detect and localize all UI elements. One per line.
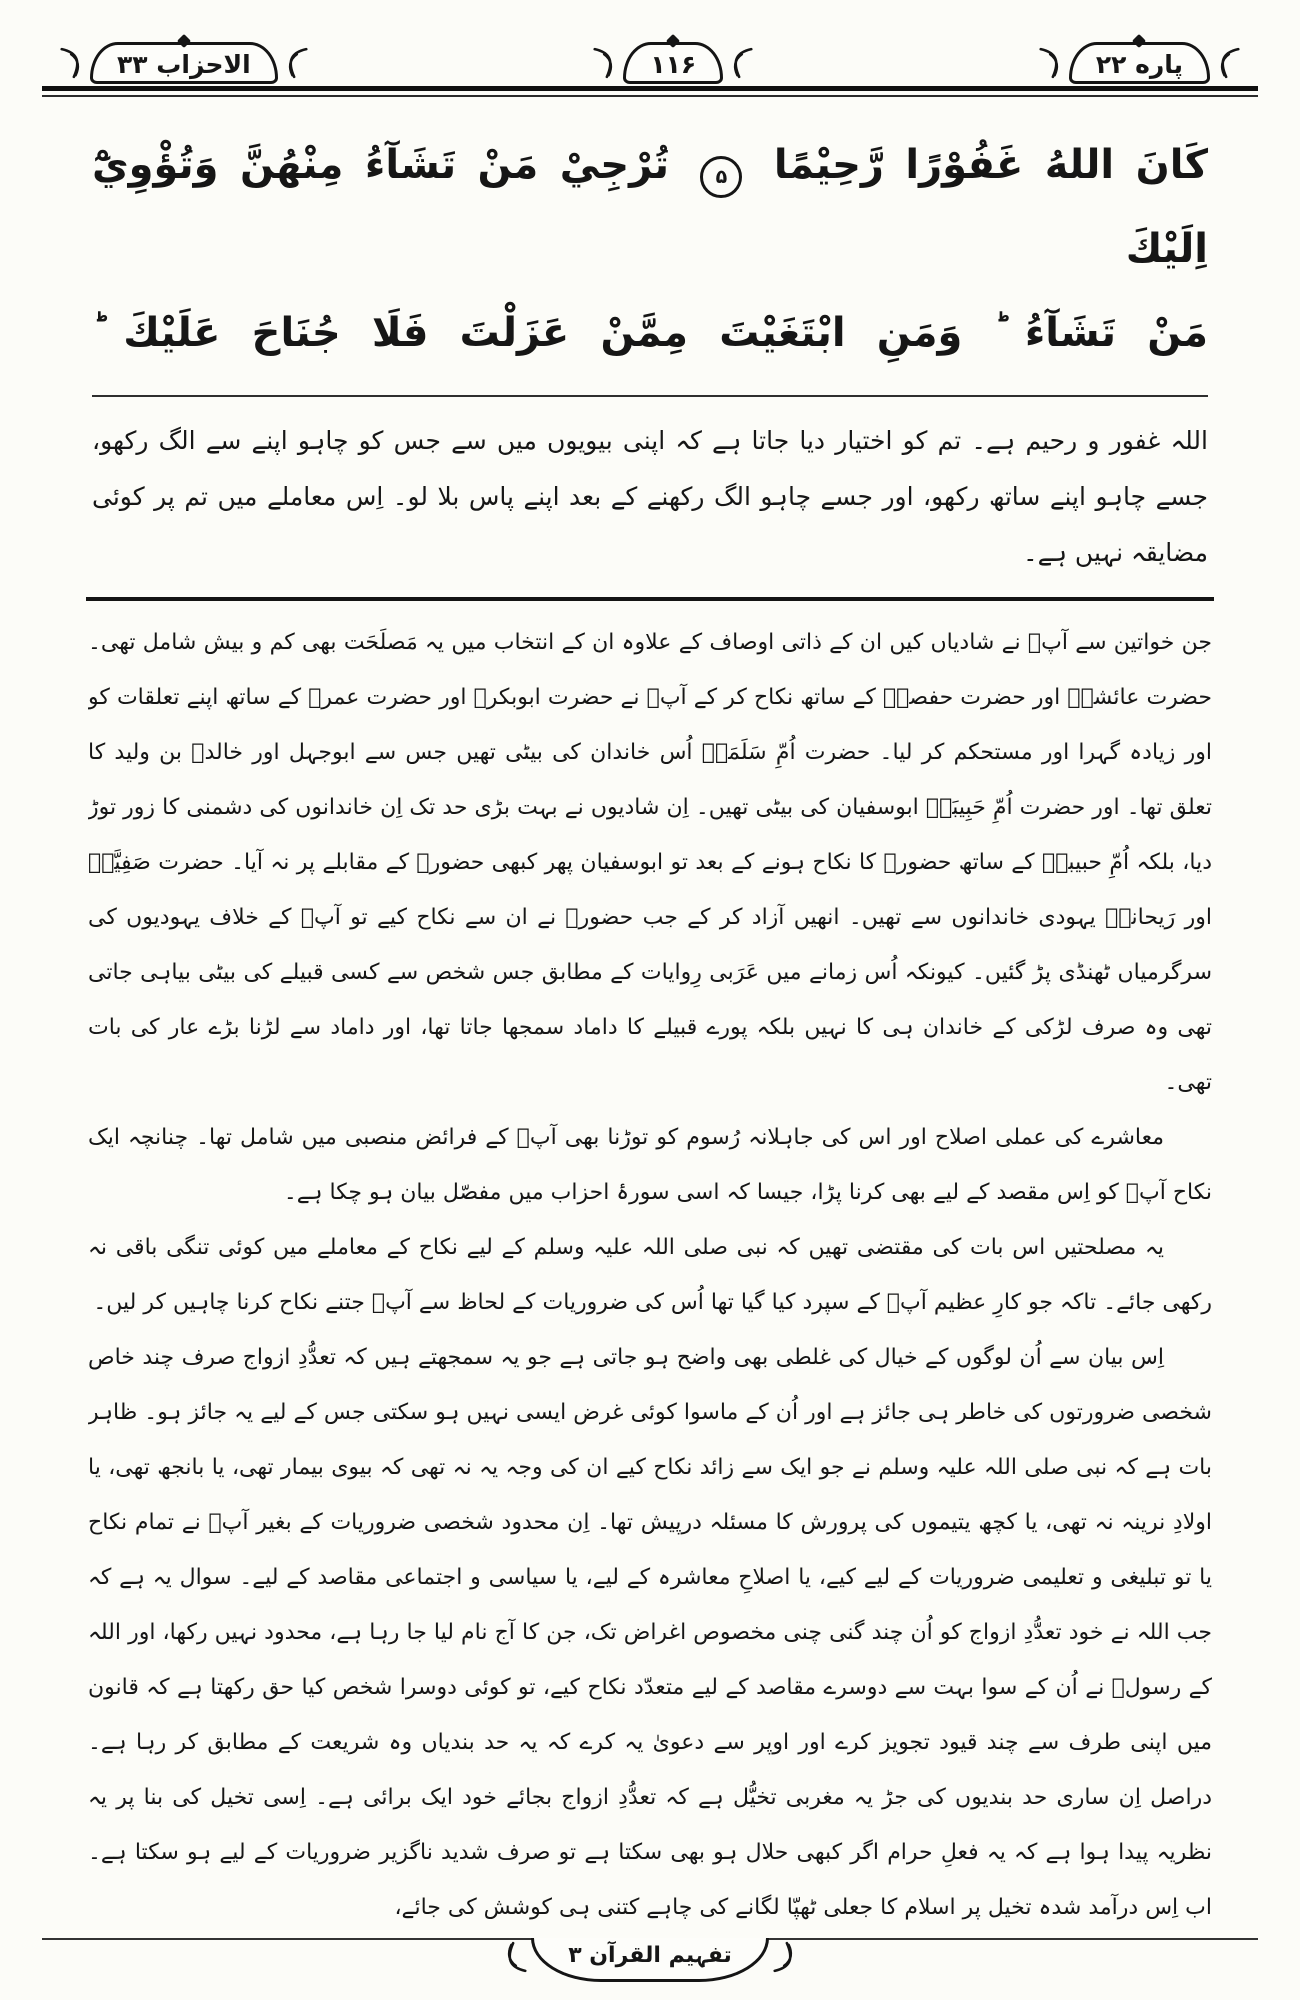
- header-rule: [42, 86, 1258, 97]
- para-number-cartouche: [1039, 42, 1240, 84]
- quran-text-segment: كَانَ اللهُ غَفُوْرًا رَّحِيْمًا: [773, 142, 1208, 189]
- commentary-block: [88, 615, 1212, 1933]
- commentary-paragraph: جن خواتین سے آپؐ نے شادیاں کیں ان کے ذاتی اوصاف کے علاوہ ان کے انتخاب میں یہ مَصلَحَت بھی کم و بیش شامل تھی۔ حضرت عائشہؓ اور حضرت حفصہؓ کے ساتھ نکاح کر کے آپؐ نے حضرت ابوبکرؓ اور حضرت عمرؓ کے ساتھ اپنے تعلقات کو اور زیادہ گہرا اور مستحکم کر لیا۔ حضرت اُمِّ سَلَمَہؓ اُس خاندان کی بیٹی تھیں جس سے ابوجہل اور خالدؓ بن ولید کا تعلق تھا۔ اور حضرت اُمِّ حَبِیبَہؓ ابوسفیان کی بیٹی تھیں۔ اِن شادیوں نے بہت بڑی حد تک اِن خاندانوں کی دشمنی کا زور توڑ دیا، بلکہ اُمِّ حبیبہؓ کے ساتھ حضورؐ کا نکاح ہونے کے بعد تو ابوسفیان پھر کبھی حضورؐ کے مقابلے پر نہ آیا۔ حضرت صَفِیَّہؓ اور رَیحانہؓ یہودی خاندانوں سے تھیں۔ انھیں آزاد کر کے جب حضورؐ نے ان سے نکاح کیے تو آپؐ کے خلاف یہودیوں کی سرگرمیاں ٹھنڈی پڑ گئیں۔ کیونکہ اُس زمانے میں عَرَبی رِوایات کے مطابق جس شخص سے کسی قبیلے کی بیٹی بیاہی جاتی تھی وہ صرف لڑکی کے خاندان ہی کا نہیں بلکہ پورے قبیلے کا داماد سمجھا جاتا تھا، اور داماد سے لڑنا بڑے عار کی بات تھی۔: [88, 630, 1212, 1096]
- page-header: [0, 0, 1300, 84]
- commentary-paragraph: اِس بیان سے اُن لوگوں کے خیال کی غلطی بھی واضح ہو جاتی ہے جو یہ سمجھتے ہیں کہ تعدُّدِ ازواج صرف چند خاص شخصی ضرورتوں کی خاطر ہی جائز ہے اور اُن کے ماسوا کوئی غرض ایسی نہیں ہو سکتی جس کے لیے یہ جائز ہو۔ ظاہر بات ہے کہ نبی صلی اللہ علیہ وسلم نے جو ایک سے زائد نکاح کیے ان کی وجہ یہ نہ تھی کہ بیوی بیمار تھی، یا بانجھ تھی، یا اولادِ نرینہ نہ تھی، یا کچھ یتیموں کی پرورش کا مسئلہ درپیش تھا۔ اِن محدود شخصی ضروریات کے بغیر آپؐ نے تمام نکاح یا تو تبلیغی و تعلیمی ضروریات کے لیے کیے، یا اصلاحِ معاشرہ کے لیے، یا سیاسی و اجتماعی مقاصد کے لیے۔ سوال یہ ہے کہ جب اللہ نے خود تعدُّدِ ازواج کو اُن چند گنی چنی مخصوص اغراض تک، جن کا آج نام لیا جا رہا ہے، محدود نہیں رکھا، اور اللہ کے رسولؐ نے اُن کے سوا بہت سے دوسرے مقاصد کے لیے متعدّد نکاح کیے، تو کوئی دوسرا شخص کیا حق رکھتا ہے کہ قانون میں اپنی طرف سے چند قیود تجویز کرے اور اوپر سے دعویٰ یہ کرے کہ یہ حد بندیاں وہ شریعت کے مطابق کر رہا ہے۔ دراصل اِن ساری حد بندیوں کی جڑ یہ مغربی تخیُّل ہے کہ تعدُّدِ ازواج بجائے خود ایک برائی ہے۔ اِسی تخیل کی بنا پر یہ نظریہ پیدا ہوا ہے کہ یہ فعلِ حرام اگر کبھی حلال ہو بھی سکتا ہے تو صرف شدید ناگزیر ضروریات کے لیے ہو سکتا ہے۔ اب اِس درآمد شدہ تخیل پر اسلام کا جعلی ٹھپّا لگانے کی چاہے کتنی ہی کوشش کی جائے،: [88, 1345, 1212, 1921]
- ayah-end-marker: ۵: [700, 156, 742, 198]
- ornament-flourish-icon: [60, 44, 86, 82]
- page-footer: [0, 1938, 1300, 1982]
- quran-line-2: مَنْ تَشَآءُ ؕ وَمَنِ ابْتَغَيْتَ مِمَّنْ عَزَلْتَ فَلَا جُنَاحَ عَلَيْكَ ؕ: [92, 310, 1208, 357]
- page-number-cartouche: [593, 42, 753, 84]
- ornament-flourish-icon: [501, 1938, 527, 1976]
- quran-verse-block: [92, 123, 1208, 375]
- ornament-flourish-icon: [282, 44, 308, 82]
- verse-translation-divider: [92, 395, 1208, 397]
- translation-commentary-divider: [86, 597, 1214, 601]
- commentary-paragraph: معاشرے کی عملی اصلاح اور اس کی جاہلانہ رُسوم کو توڑنا بھی آپؐ کے فرائض منصبی میں شامل تھا۔ چنانچہ ایک نکاح آپؐ کو اِس مقصد کے لیے بھی کرنا پڑا، جیسا کہ اسی سورۂ احزاب میں مفصّل بیان ہو چکا ہے۔: [88, 1125, 1212, 1206]
- translation-text: اللہ غفور و رحیم ہے۔ تم کو اختیار دیا جاتا ہے کہ اپنی بیویوں میں سے جس کو چاہو اپنے سے الگ رکھو، جسے چاہو اپنے ساتھ رکھو، اور جسے چاہو الگ رکھنے کے بعد اپنے پاس بلا لو۔ اِس معاملے میں تم پر کوئی مضایقہ نہیں ہے۔: [92, 426, 1208, 568]
- book-title-cartouche: [501, 1938, 799, 1982]
- para-number-label: پاره ۲۲: [1069, 42, 1210, 84]
- quran-text-segment: تُرْجِيْ مَنْ تَشَآءُ مِنْهُنَّ وَتُؤْوِيْٓ اِلَيْكَ: [92, 142, 1208, 273]
- page-number-label: ۱۱۶: [623, 42, 723, 84]
- ornament-flourish-icon: [773, 1938, 799, 1976]
- surah-name-label: الاحزاب ۳۳: [90, 42, 278, 84]
- ornament-flourish-icon: [1214, 44, 1240, 82]
- commentary-paragraph: یہ مصلحتیں اس بات کی مقتضی تھیں کہ نبی صلی اللہ علیہ وسلم کے لیے نکاح کے معاملے میں کوئی تنگی باقی نہ رکھی جائے۔ تاکہ جو کارِ عظیم آپؐ کے سپرد کیا گیا تھا اُس کی ضروریات کے لحاظ سے آپؐ جتنے نکاح کرنا چاہیں کر لیں۔: [88, 1235, 1212, 1316]
- book-title-label: تفہیم القرآن ۳: [531, 1938, 769, 1982]
- ornament-flourish-icon: [593, 44, 619, 82]
- ornament-flourish-icon: [1039, 44, 1065, 82]
- surah-name-cartouche: [60, 42, 308, 84]
- quran-line-1: [92, 123, 1208, 291]
- translation-block: [92, 413, 1208, 581]
- ornament-flourish-icon: [727, 44, 753, 82]
